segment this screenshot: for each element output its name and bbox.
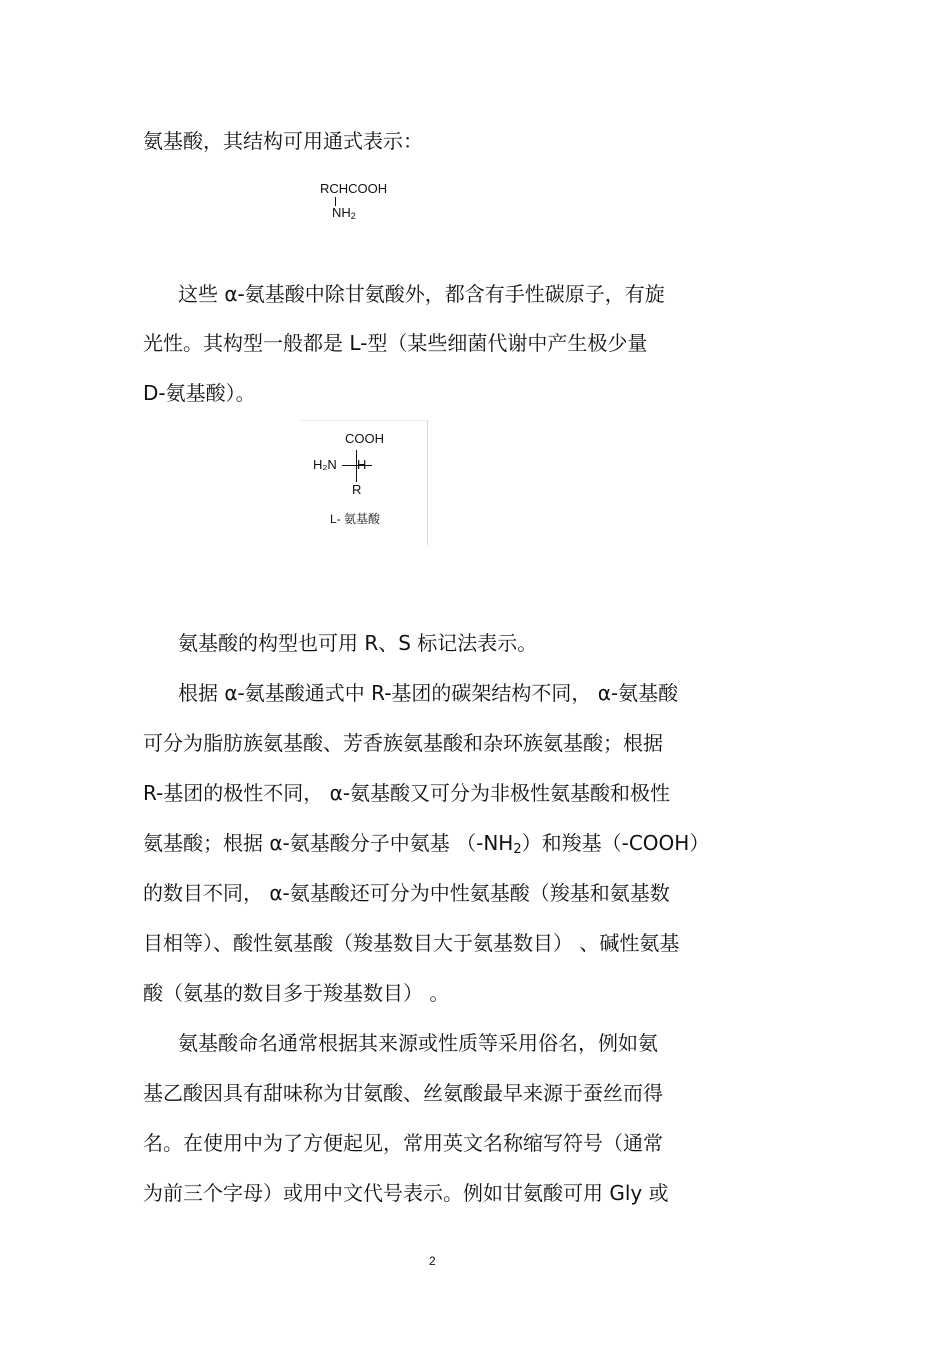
paragraph-line: 为前三个字母）或用中文代号表示。例如甘氨酸可用 Gly 或 (143, 1181, 669, 1205)
paragraph-line: D-氨基酸）。 (143, 381, 256, 405)
paragraph-line: 氨基酸的构型也可用 R、S 标记法表示。 (178, 631, 538, 655)
fischer-vertical-bond (356, 450, 357, 482)
paragraph-line: 酸（氨基的数目多于羧基数目） 。 (143, 981, 450, 1005)
page-number: 2 (429, 1254, 436, 1268)
fischer-projection (300, 420, 428, 545)
paragraph-line: 根据 α-氨基酸通式中 R-基团的碳架结构不同， α-氨基酸 (178, 681, 679, 705)
fischer-horizontal-bond (342, 465, 372, 466)
fischer-left-group: H₂N (313, 457, 337, 472)
paragraph-line: 光性。其构型一般都是 L-型（某些细菌代谢中产生极少量 (143, 331, 648, 355)
paragraph-line: 氨基酸命名通常根据其来源或性质等采用俗名，例如氨 (178, 1031, 658, 1055)
paragraph-line: 的数目不同， α-氨基酸还可分为中性氨基酸（羧基和氨基数 (143, 881, 670, 905)
fischer-top-group: COOH (345, 431, 384, 446)
figure-frame-right (427, 420, 428, 545)
fischer-caption: L- 氨基酸 (330, 512, 381, 526)
formula-amino: $NH_2$ (332, 205, 356, 221)
paragraph-line: 氨基酸，其结构可用通式表示： (143, 129, 423, 153)
figure-frame-top (300, 420, 428, 421)
paragraph-line: R-基团的极性不同， α-氨基酸又可分为非极性氨基酸和极性 (143, 781, 671, 805)
fischer-bottom-group: R (352, 482, 362, 497)
paragraph-line: 目相等）、酸性氨基酸（羧基数目大于氨基数目） 、碱性氨基 (143, 931, 680, 955)
paragraph-line: 氨基酸；根据 α-氨基酸分子中氨基 $(-NH_2)$和羧基（-COOH） (143, 831, 710, 857)
paragraph-line: 可分为脂肪族氨基酸、芳香族氨基酸和杂环族氨基酸；根据 (143, 731, 663, 755)
formula-top: RCHCOOH (320, 181, 388, 196)
paragraph-line: 基乙酸因具有甜味称为甘氨酸、丝氨酸最早来源于蚕丝而得 (143, 1081, 663, 1105)
paragraph-line: 名。在使用中为了方便起见，常用英文名称缩写符号（通常 (143, 1131, 663, 1155)
general-formula (320, 181, 410, 223)
paragraph-line: 这些 α-氨基酸中除甘氨酸外，都含有手性碳原子，有旋 (178, 282, 665, 306)
